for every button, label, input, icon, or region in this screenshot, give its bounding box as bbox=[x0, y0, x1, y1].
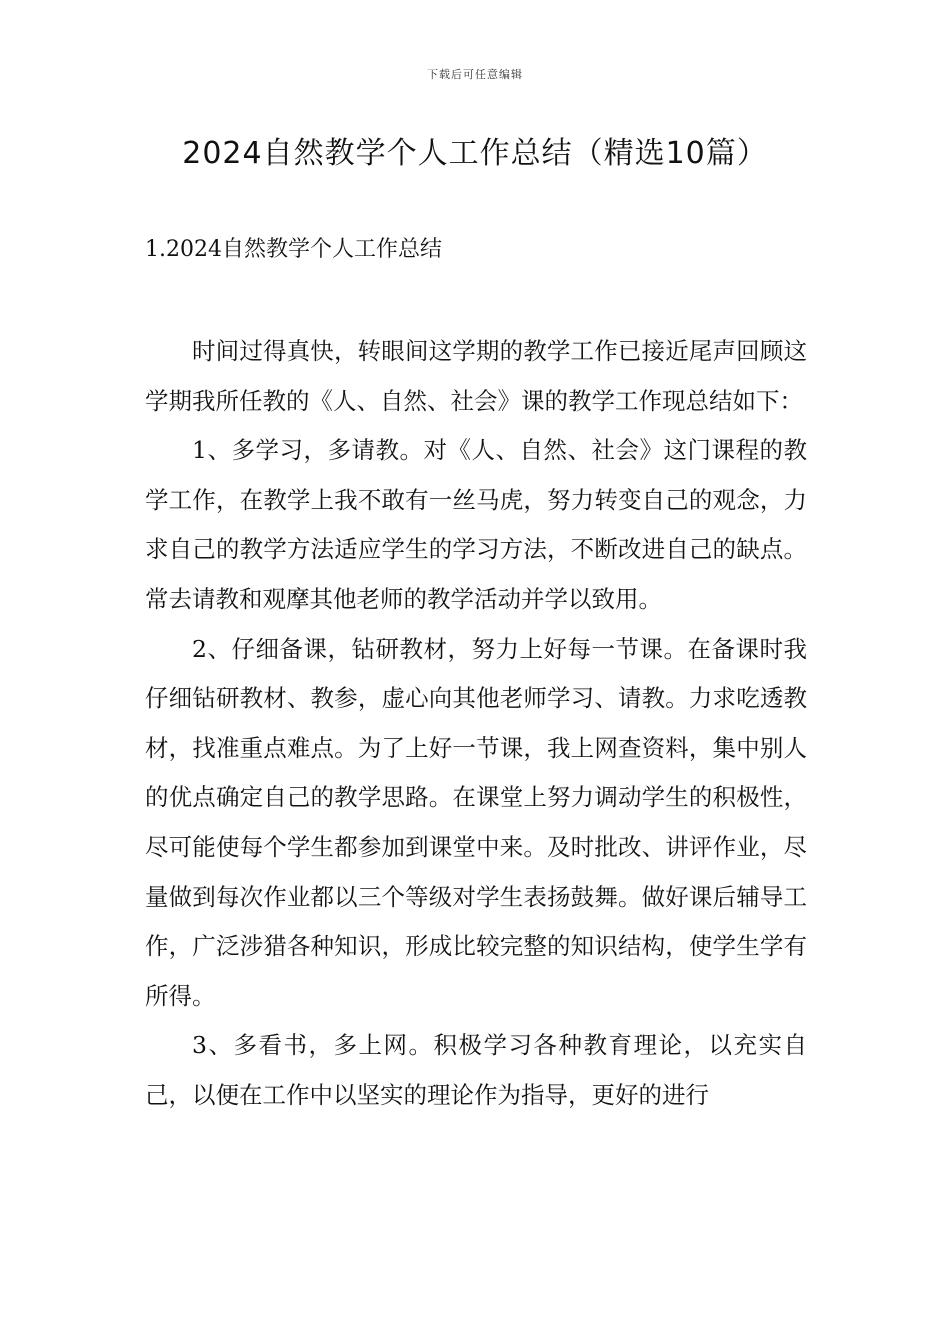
paragraph-point-1: 1、多学习，多请教。对《人、自然、社会》这门课程的教学工作，在教学上我不敢有一丝马虎，努力转变自己的观念，力求自己的教学方法适应学生的学习方法，不断改进自己的缺点。常去请教和观摩其他老师的教学活动并学以致用。 bbox=[145, 436, 807, 613]
header-note: 下载后可任意编辑 bbox=[427, 68, 523, 81]
paragraph-point-2: 2、仔细备课，钻研教材，努力上好每一节课。在备课时我仔细钻研教材、教参，虚心向其他老师学习、请教。力求吃透教材，找准重点难点。为了上好一节课，我上网查资料，集中别人的优点确定自己的教学思路。在课堂上努力调动学生的积极性，尽可能使每个学生都参加到课堂中来。及时批改、讲评作业，尽量做到每次作业都以三个等级对学生表扬鼓舞。做好课后辅导工作，广泛涉猎各种知识，形成比较完整的知识结构，使学生学有所得。 bbox=[145, 634, 807, 1010]
document-title: 2024自然教学个人工作总结（精选10篇） bbox=[182, 136, 768, 171]
paragraph-point-3: 3、多看书，多上网。积极学习各种教育理论，以充实自己，以便在工作中以坚实的理论作为指导，更好的进行 bbox=[145, 1031, 807, 1109]
document-body bbox=[145, 327, 807, 1121]
paragraph-intro: 时间过得真快，转眼间这学期的教学工作已接近尾声回顾这学期我所任教的《人、自然、社会》课的教学工作现总结如下： bbox=[145, 337, 807, 415]
section-heading: 1.2024自然教学个人工作总结 bbox=[145, 237, 442, 262]
